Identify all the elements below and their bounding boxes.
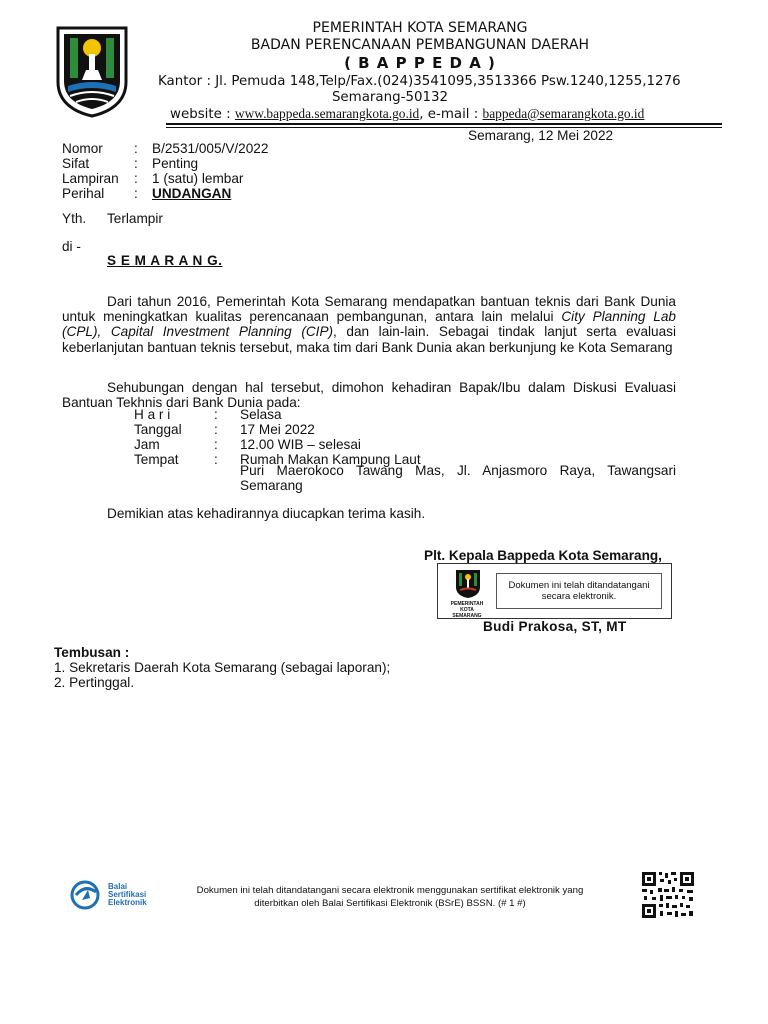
- email-label: , e-mail :: [419, 107, 479, 122]
- meta-label: Perihal: [62, 186, 105, 201]
- schedule-label: Jam: [134, 437, 160, 452]
- schedule-value: 12.00 WIB – selesai: [240, 437, 361, 452]
- p1-text-italic: City Planning Lab (CPL), Capital Investment Planning (CIP): [62, 309, 676, 340]
- bsre-logo: [70, 880, 170, 910]
- schedule-label: Tanggal: [134, 422, 182, 437]
- schedule-value: 17 Mei 2022: [240, 422, 315, 437]
- kop-line-3: ( B A P P E D A ): [344, 54, 496, 72]
- schedule-tempat-detail: Puri Maerokoco Tawang Mas, Jl. Anjasmoro Raya, Tawangsari Semarang: [240, 463, 676, 494]
- body-paragraph-1: [62, 294, 676, 355]
- kop-city: Semarang-50132: [331, 90, 449, 105]
- p1-text-a: Dari tahun 2016, Pemerintah Kota Semarang mendapatkan bantuan teknis dari Bank Dunia untuk meningkatkan kualitas perencanaan pembangunan, antara lain melalui: [62, 294, 676, 325]
- schedule-sep: :: [214, 452, 218, 467]
- meta-label: Lampiran: [62, 171, 119, 186]
- tembusan-title: Tembusan :: [54, 645, 130, 660]
- schedule-value: Rumah Makan Kampung Laut: [240, 452, 421, 467]
- schedule-value: Selasa: [240, 407, 282, 422]
- kop-rule-thick: [166, 123, 722, 125]
- meta-sep: :: [134, 186, 138, 201]
- bsre-logo-text: Balai Sertifikasi Elektronik: [108, 882, 147, 907]
- website-label: website :: [170, 107, 231, 122]
- signature-emblem-caption: PEMERINTAH KOTA SEMARANG: [450, 601, 484, 619]
- signature-title: Plt. Kepala Bappeda Kota Semarang,: [424, 548, 662, 563]
- body-closing: Demikian atas kehadirannya diucapkan terima kasih.: [107, 506, 426, 521]
- p1-text-b: , dan lain-lain. Sebagai tindak lanjut serta evaluasi keberlanjutan bantuan teknis tersebut, maka tim dari Bank Dunia akan berkunjung ke Kota Semarang: [62, 324, 676, 355]
- signature-stamp-text: Dokumen ini telah ditandatangani secara elektronik.: [496, 573, 662, 609]
- meta-label: Nomor: [62, 141, 103, 156]
- body-paragraph-2: Sehubungan dengan hal tersebut, dimohon kehadiran Bapak/Ibu dalam Diskusi Evaluasi Bantuan Tekhnis dari Bank Dunia pada:: [62, 380, 676, 411]
- kop-line-1: PEMERINTAH KOTA SEMARANG: [312, 20, 528, 36]
- electronic-signature-box: [437, 563, 672, 619]
- schedule-label: Tempat: [134, 452, 179, 467]
- schedule-sep: :: [214, 407, 218, 422]
- letter-date: Semarang, 12 Mei 2022: [468, 128, 614, 143]
- signature-emblem: [455, 569, 481, 599]
- bsre-logo-icon: [70, 880, 104, 910]
- schedule-label: H a r i: [134, 407, 171, 422]
- kop-address: Kantor : Jl. Pemuda 148,Telp/Fax.(024)3541095,3513366 Psw.1240,1255,1276: [158, 74, 681, 89]
- tembusan-item: 2. Pertinggal.: [54, 675, 135, 690]
- meta-sep: :: [134, 156, 138, 171]
- meta-sep: :: [134, 141, 138, 156]
- footer-note: Dokumen ini telah ditandatangani secara elektronik menggunakan sertifikat elektronik yang diterbitkan oleh Balai Sertifikasi Elektronik (BSrE) BSSN. (# 1 #): [196, 885, 584, 909]
- meta-label: Sifat: [62, 156, 90, 171]
- website-link[interactable]: www.bappeda.semarangkota.go.id: [234, 106, 420, 121]
- kop-line-2: BADAN PERENCANAAN PEMBANGUNAN DAERAH: [250, 37, 590, 53]
- meta-value: 1 (satu) lembar: [152, 171, 244, 186]
- tembusan-item: 1. Sekretaris Daerah Kota Semarang (sebagai laporan);: [54, 660, 391, 675]
- schedule-sep: :: [214, 437, 218, 452]
- recipient-di: di -: [62, 239, 81, 254]
- meta-value: B/2531/005/V/2022: [152, 141, 269, 156]
- recipient-place: S E M A R A N G.: [107, 253, 223, 268]
- meta-value-subject: UNDANGAN: [152, 186, 232, 201]
- recipient-to: Terlampir: [107, 211, 163, 226]
- meta-value: Penting: [152, 156, 199, 171]
- city-emblem: [52, 26, 132, 118]
- kop-contact: [170, 106, 644, 122]
- schedule-sep: :: [214, 422, 218, 437]
- meta-sep: :: [134, 171, 138, 186]
- schedule-table: [134, 407, 676, 467]
- email-link[interactable]: bappeda@semarangkota.go.id: [482, 106, 645, 121]
- letter-meta: [62, 141, 382, 201]
- verification-qr-code[interactable]: [640, 870, 696, 920]
- recipient-yth: Yth.: [62, 211, 87, 226]
- kop-rule-thin: [166, 127, 722, 128]
- signatory-name: Budi Prakosa, ST, MT: [483, 619, 627, 634]
